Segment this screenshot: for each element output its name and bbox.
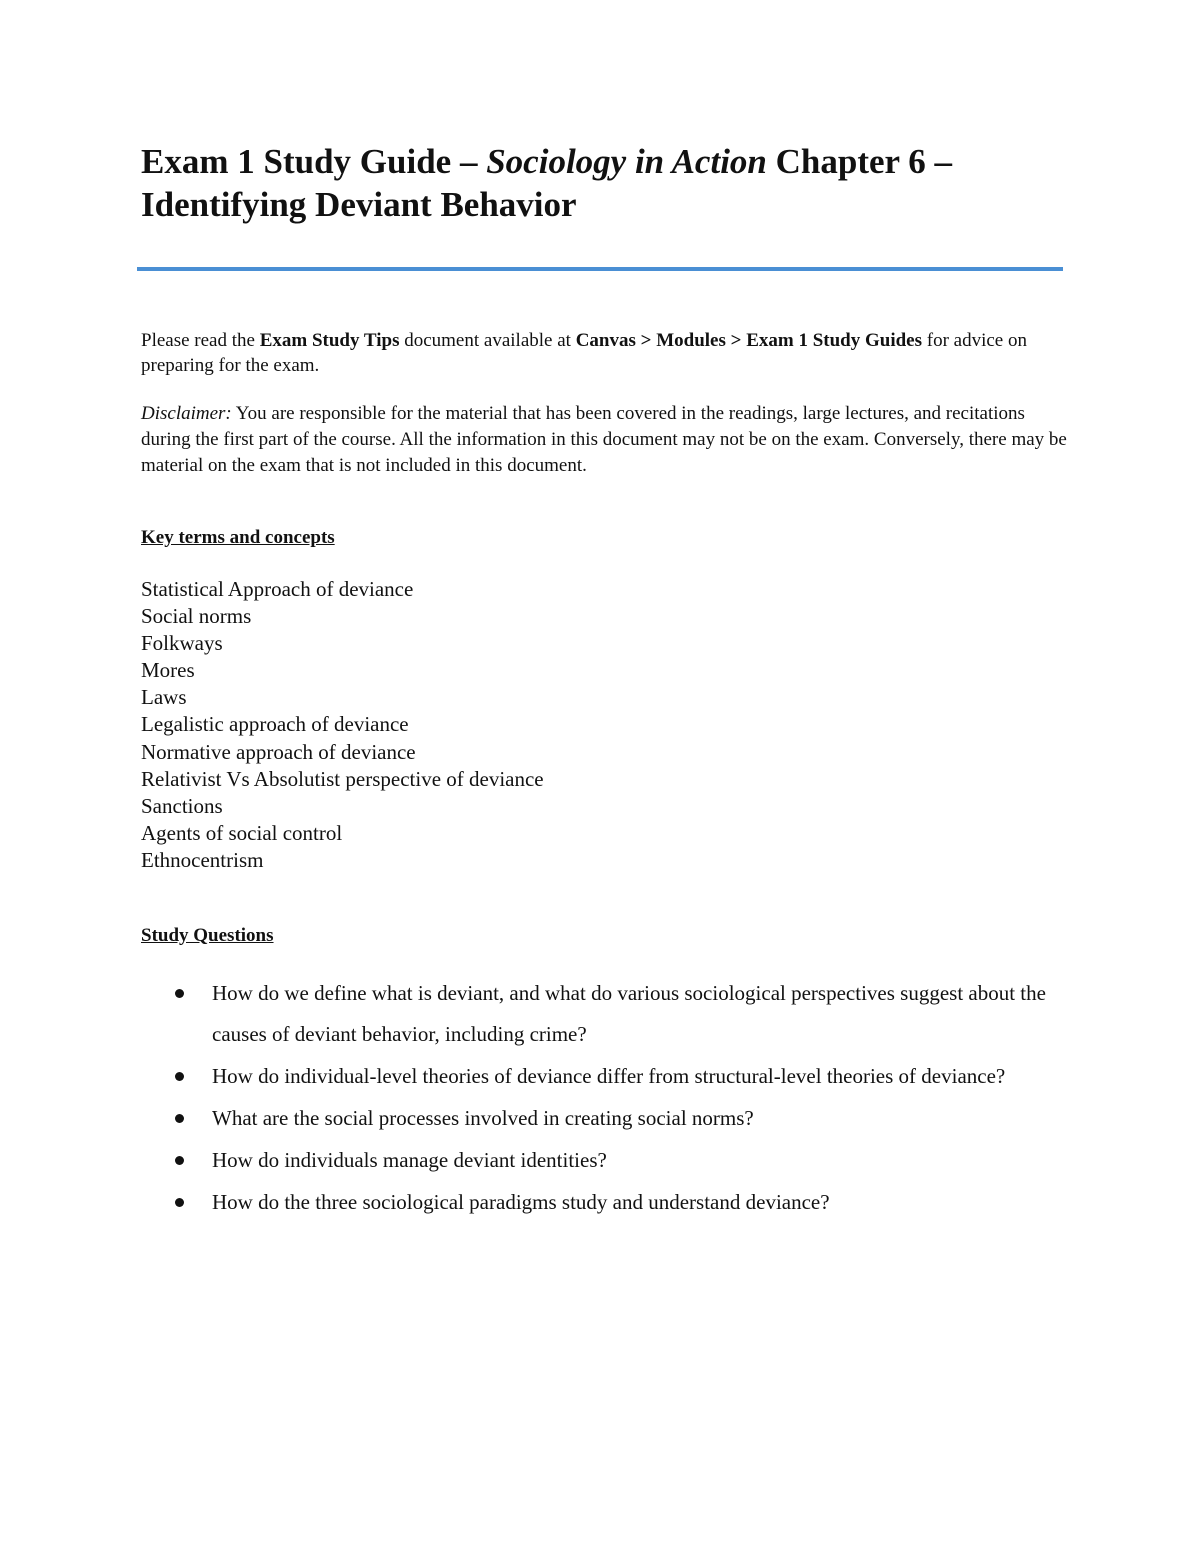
disclaimer-text: You are responsible for the material that has been covered in the readings, large lectures, and recitations during the first part of the course. All the information in this document may not be on the exam. Conversely, there may be material on the exam that is not included in this document.	[141, 403, 1067, 476]
bullet-icon	[175, 1114, 184, 1123]
study-question-item	[141, 1140, 1071, 1181]
key-term-item: Ethnocentrism	[141, 847, 264, 872]
study-question-item	[141, 1182, 1071, 1223]
study-question-text: How do individuals manage deviant identities?	[212, 1148, 607, 1172]
intro-text-3: for advice on preparing for the exam.	[141, 330, 1027, 376]
key-term-item: Social norms	[141, 604, 252, 629]
study-question-text: How do individual-level theories of deviance differ from structural-level theories of deviance?	[212, 1064, 1006, 1088]
intro-paragraph	[141, 328, 1071, 378]
disclaimer-paragraph	[141, 401, 1071, 479]
key-terms-heading: Key terms and concepts	[141, 527, 335, 548]
title-part-2: Chapter 6 – Identifying Deviant Behavior	[141, 142, 952, 224]
key-terms-list	[141, 576, 544, 874]
key-term-item: Folkways	[141, 631, 223, 656]
study-question-text: What are the social processes involved in creating social norms?	[212, 1106, 754, 1130]
title-divider	[137, 267, 1063, 271]
key-term-item: Legalistic approach of deviance	[141, 712, 409, 737]
page-title	[141, 140, 1071, 226]
bullet-icon	[175, 989, 184, 998]
title-part-1: Exam 1 Study Guide –	[141, 142, 487, 181]
key-term-item: Relativist Vs Absolutist perspective of deviance	[141, 766, 544, 791]
bullet-icon	[175, 1156, 184, 1165]
bullet-icon	[175, 1072, 184, 1081]
study-question-item	[141, 973, 1071, 1055]
key-term-item: Sanctions	[141, 793, 223, 818]
intro-bold-study-tips: Exam Study Tips	[259, 330, 400, 351]
intro-text-2: document available at	[399, 330, 576, 351]
key-term-item: Statistical Approach of deviance	[141, 577, 414, 601]
intro-bold-canvas-path: Canvas > Modules > Exam 1 Study Guides	[575, 330, 922, 351]
bullet-icon	[175, 1198, 184, 1207]
study-question-item	[141, 1056, 1071, 1097]
disclaimer-label: Disclaimer:	[141, 403, 232, 424]
study-questions-list	[141, 973, 1071, 1224]
key-term-item: Agents of social control	[141, 820, 343, 845]
key-term-item: Mores	[141, 658, 195, 683]
title-book-name: Sociology in Action	[486, 142, 767, 181]
study-question-text: How do the three sociological paradigms study and understand deviance?	[212, 1190, 830, 1214]
intro-text-1: Please read the	[141, 330, 260, 351]
study-question-text: How do we define what is deviant, and what do various sociological perspectives suggest about the causes of deviant behavior, including crime?	[212, 981, 1046, 1046]
key-term-item: Laws	[141, 685, 187, 710]
key-term-item: Normative approach of deviance	[141, 739, 416, 764]
study-questions-heading: Study Questions	[141, 925, 274, 946]
study-question-item	[141, 1098, 1071, 1139]
